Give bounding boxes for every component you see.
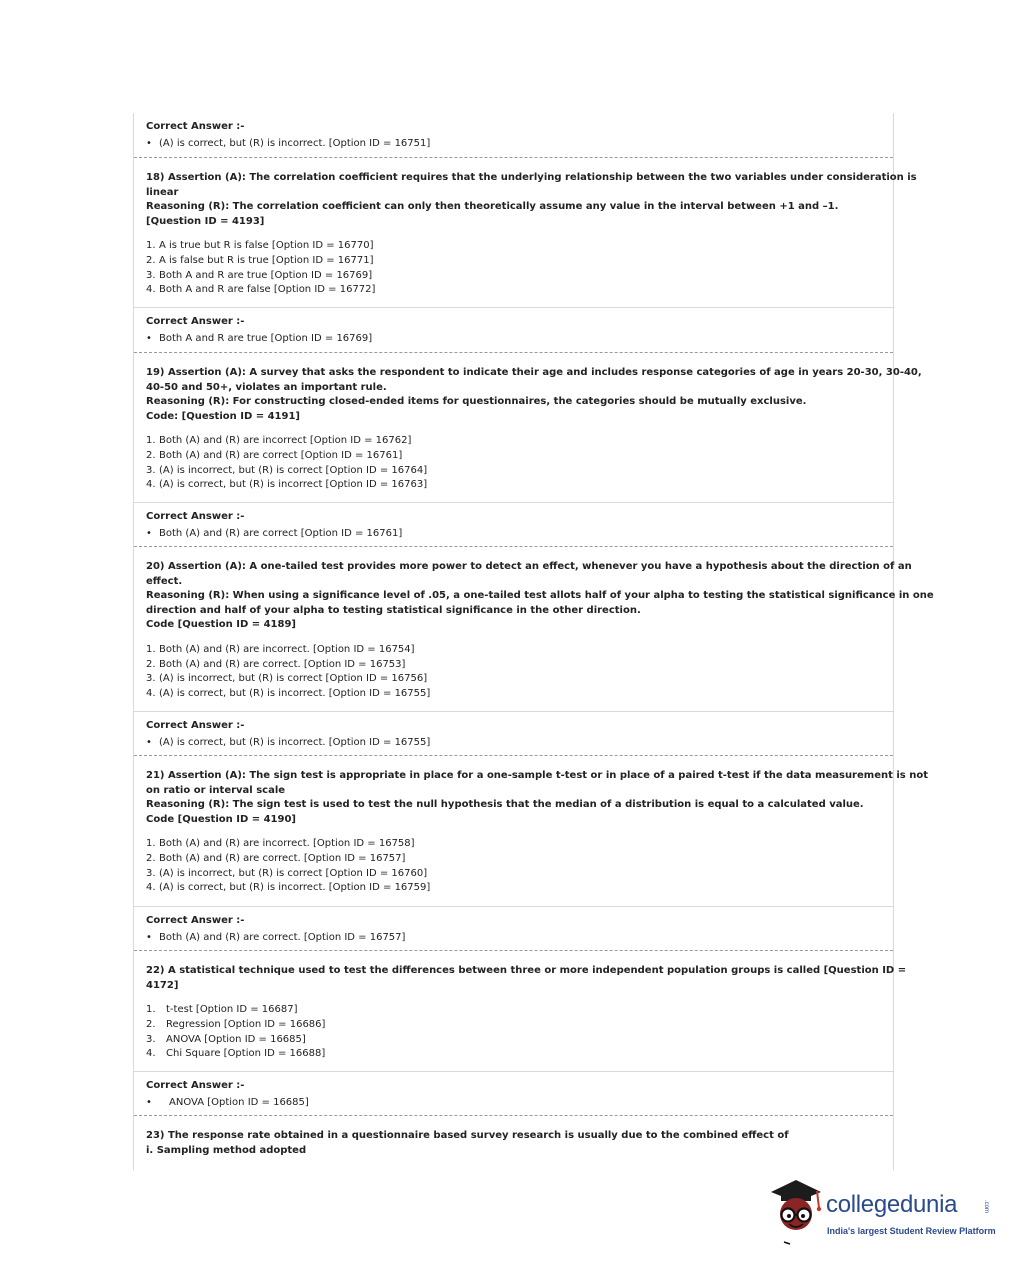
correct-answer-label: Correct Answer :- bbox=[146, 316, 245, 327]
correct-answer-label: Correct Answer :- bbox=[146, 915, 245, 926]
correct-answer-label: Correct Answer :- bbox=[146, 720, 245, 731]
option-item: 3. (A) is incorrect, but (R) is correct [Option ID = 16764] bbox=[146, 464, 428, 476]
correct-answer-label: Correct Answer :- bbox=[146, 1080, 245, 1091]
correct-answer-text: (A) is correct, but (R) is incorrect. [Option ID = 16755] bbox=[159, 737, 431, 748]
answer-block bbox=[134, 711, 893, 754]
correct-answer bbox=[146, 331, 881, 346]
correct-answer-text: ANOVA [Option ID = 16685] bbox=[169, 1097, 309, 1108]
options-list bbox=[146, 643, 881, 702]
bullet-icon: • bbox=[146, 333, 152, 344]
correct-answer-text: (A) is correct, but (R) is incorrect. [Option ID = 16751] bbox=[159, 138, 431, 149]
correct-answer-label: Correct Answer :- bbox=[146, 511, 245, 522]
option-item: 3. (A) is incorrect, but (R) is correct [Option ID = 16760] bbox=[146, 867, 428, 879]
options-list bbox=[146, 1003, 881, 1062]
correct-answer bbox=[146, 735, 881, 750]
answer-block bbox=[134, 502, 893, 545]
question-block-19 bbox=[134, 352, 922, 502]
bullet-icon: • bbox=[146, 138, 152, 149]
bullet-icon: • bbox=[146, 528, 152, 539]
correct-answer-text: Both (A) and (R) are correct [Option ID = 16761] bbox=[159, 528, 403, 539]
option-item: 2. Both (A) and (R) are correct [Option ID = 16761] bbox=[146, 450, 403, 462]
option-item: 3. ANOVA [Option ID = 16685] bbox=[146, 1033, 306, 1045]
answer-block bbox=[134, 307, 893, 350]
option-item: 3. Both A and R are true [Option ID = 16769] bbox=[146, 269, 373, 281]
question-text: 18) Assertion (A): The correlation coefficient requires that the underlying relationship between the two variables under consideration is linear Reasoning (R): The correlation coefficient can only then theoretically assume any value in the interval between +1 and –1. [Question ID = 4193] bbox=[146, 172, 917, 227]
option-item: 1. Both (A) and (R) are incorrect. [Option ID = 16754] bbox=[146, 643, 415, 655]
question-text: 23) The response rate obtained in a questionnaire based survey research is usually due to the combined effect of i. Sampling method adopted bbox=[146, 1130, 789, 1156]
correct-answer bbox=[146, 526, 881, 541]
logo-wordmark: collegedunia bbox=[826, 1191, 958, 1218]
option-item: 1. t-test [Option ID = 16687] bbox=[146, 1004, 298, 1016]
answer-block bbox=[134, 1071, 893, 1115]
question-block-18 bbox=[134, 157, 917, 307]
options-list bbox=[146, 434, 881, 493]
option-item: 1. Both (A) and (R) are incorrect [Option ID = 16762] bbox=[146, 435, 412, 447]
option-item: 1. A is true but R is false [Option ID = 16770] bbox=[146, 240, 374, 252]
mascot-icon bbox=[767, 1178, 825, 1248]
option-item: 2. Both (A) and (R) are correct. [Option ID = 16757] bbox=[146, 853, 406, 865]
options-list bbox=[146, 837, 881, 896]
bullet-icon: • bbox=[146, 1097, 152, 1108]
correct-answer bbox=[146, 136, 881, 151]
question-block-22 bbox=[134, 950, 907, 1071]
option-item: 4. Chi Square [Option ID = 16688] bbox=[146, 1048, 326, 1060]
answer-block bbox=[134, 113, 893, 155]
question-block-23 bbox=[134, 1115, 893, 1170]
bullet-icon: • bbox=[146, 932, 152, 943]
correct-answer-text: Both A and R are true [Option ID = 16769] bbox=[159, 333, 373, 344]
question-block-21 bbox=[134, 755, 928, 906]
option-item: 2. Regression [Option ID = 16686] bbox=[146, 1018, 326, 1030]
option-item: 2. A is false but R is true [Option ID = 16771] bbox=[146, 255, 374, 267]
question-text: 19) Assertion (A): A survey that asks the respondent to indicate their age and includes response categories of age in years 20-30, 30-40, 40-50 and 50+, violates an important rule. Reasoning (R): For constructing closed-ended items for questionnaires, the categories should be mutually exclusive. Code: [Question ID = 4191] bbox=[146, 367, 922, 422]
collegedunia-logo bbox=[767, 1178, 997, 1248]
option-item: 4. (A) is correct, but (R) is incorrect. [Option ID = 16759] bbox=[146, 882, 431, 894]
question-text: 21) Assertion (A): The sign test is appropriate in place for a one-sample t-test or in place of a paired t-test if the data measurement is not on ratio or interval scale Reasoning (R): The sign test is used to test the null hypothesis that the median of a distribution is equal to a calculated value. Code [Question ID = 4190] bbox=[146, 770, 928, 825]
exam-sheet bbox=[133, 113, 934, 1170]
correct-answer-text: Both (A) and (R) are correct. [Option ID = 16757] bbox=[159, 932, 406, 943]
question-text: 20) Assertion (A): A one-tailed test provides more power to detect an effect, whenever you have a hypothesis about the direction of an effect. Reasoning (R): When using a significance level of .05, a one-tailed test allots half of your alpha to testing the statistical significance in one direction and half of your alpha to testing statistical significance in the other direction. Code [Question ID = 4189] bbox=[146, 561, 934, 631]
options-list bbox=[146, 239, 881, 298]
logo-tagline: India's largest Student Review Platform bbox=[827, 1226, 996, 1236]
option-item: 4. (A) is correct, but (R) is incorrect [Option ID = 16763] bbox=[146, 479, 428, 491]
answer-block bbox=[134, 906, 893, 949]
question-text: 22) A statistical technique used to test the differences between three or more independent population groups is called [Question ID = 4172] bbox=[146, 965, 907, 991]
bullet-icon: • bbox=[146, 737, 152, 748]
correct-answer-label: Correct Answer :- bbox=[146, 121, 245, 132]
option-item: 3. (A) is incorrect, but (R) is correct [Option ID = 16756] bbox=[146, 673, 428, 685]
question-block-20 bbox=[134, 546, 934, 711]
logo-suffix: .com bbox=[983, 1200, 989, 1214]
option-item: 1. Both (A) and (R) are incorrect. [Option ID = 16758] bbox=[146, 838, 415, 850]
option-item: 4. Both A and R are false [Option ID = 16772] bbox=[146, 284, 376, 296]
correct-answer bbox=[146, 1095, 881, 1110]
option-item: 4. (A) is correct, but (R) is incorrect. [Option ID = 16755] bbox=[146, 688, 431, 700]
option-item: 2. Both (A) and (R) are correct. [Option ID = 16753] bbox=[146, 658, 406, 670]
correct-answer bbox=[146, 930, 881, 945]
